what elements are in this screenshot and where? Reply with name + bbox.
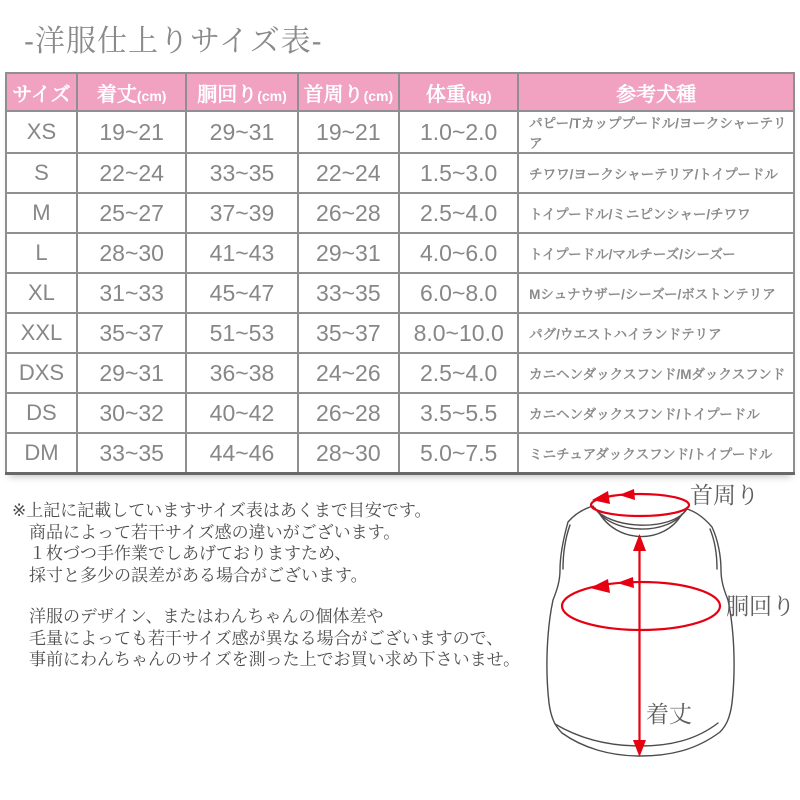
column-header-5: 参考犬種 bbox=[518, 73, 794, 111]
neck-cell: 26~28 bbox=[298, 393, 400, 433]
breeds-cell: カニヘンダックスフンド/Mダックスフンド bbox=[518, 353, 794, 393]
weight-cell: 3.5~5.5 bbox=[399, 393, 518, 433]
length-cell: 35~37 bbox=[77, 313, 187, 353]
breeds-cell: ミニチュアダックスフンド/トイプードル bbox=[518, 433, 794, 474]
neck-cell: 35~37 bbox=[298, 313, 400, 353]
length-cell: 33~35 bbox=[77, 433, 187, 474]
size-chart-table bbox=[5, 72, 795, 475]
size-cell: XS bbox=[6, 111, 77, 153]
breeds-cell: パピー/Tカッププードル/ヨークシャーテリア bbox=[518, 111, 794, 153]
length-cell: 31~33 bbox=[77, 273, 187, 313]
table-row bbox=[6, 393, 794, 433]
girth-cell: 29~31 bbox=[186, 111, 297, 153]
table-row bbox=[6, 233, 794, 273]
weight-cell: 1.5~3.0 bbox=[399, 153, 518, 193]
breeds-cell: カニヘンダックスフンド/トイプードル bbox=[518, 393, 794, 433]
column-header-unit: (kg) bbox=[465, 87, 492, 104]
column-header-4: 体重(kg) bbox=[399, 73, 518, 111]
column-header-2: 胴回り(cm) bbox=[186, 73, 297, 111]
size-cell: M bbox=[6, 193, 77, 233]
size-cell: XL bbox=[6, 273, 77, 313]
size-cell: XXL bbox=[6, 313, 77, 353]
column-header-1: 着丈(cm) bbox=[77, 73, 187, 111]
neck-cell: 19~21 bbox=[298, 111, 400, 153]
neck-cell: 28~30 bbox=[298, 433, 400, 474]
breeds-cell: Mシュナウザー/シーズー/ボストンテリア bbox=[518, 273, 794, 313]
girth-cell: 51~53 bbox=[186, 313, 297, 353]
weight-cell: 2.5~4.0 bbox=[399, 353, 518, 393]
column-header-0: サイズ bbox=[6, 73, 77, 111]
breeds-cell: パグ/ウエストハイランドテリア bbox=[518, 313, 794, 353]
girth-cell: 44~46 bbox=[186, 433, 297, 474]
girth-cell: 36~38 bbox=[186, 353, 297, 393]
neck-cell: 26~28 bbox=[298, 193, 400, 233]
table-row bbox=[6, 353, 794, 393]
note-line: １枚づつ手作業でしあげておりますため、 bbox=[29, 544, 352, 563]
length-label: 着丈 bbox=[646, 701, 692, 727]
table-row bbox=[6, 193, 794, 233]
column-header-unit: (cm) bbox=[363, 87, 394, 104]
column-header-unit: (cm) bbox=[257, 87, 287, 104]
neck-cell: 33~35 bbox=[298, 273, 400, 313]
weight-cell: 8.0~10.0 bbox=[399, 313, 518, 353]
note-line: 採寸と多少の誤差がある場合がございます。 bbox=[29, 565, 368, 585]
weight-cell: 4.0~6.0 bbox=[399, 233, 518, 273]
measurement-marks bbox=[562, 494, 720, 747]
weight-cell: 6.0~8.0 bbox=[399, 273, 518, 313]
neck-cell: 29~31 bbox=[298, 233, 400, 273]
page-title: -洋服仕上りサイズ表- bbox=[24, 25, 323, 58]
note-line: 洋服のデザイン、またはわんちゃんの個体差や bbox=[29, 607, 384, 626]
size-notes bbox=[12, 500, 532, 691]
length-cell: 29~31 bbox=[77, 353, 187, 393]
measurement-diagram bbox=[520, 478, 800, 800]
length-cell: 25~27 bbox=[77, 193, 187, 233]
neck-cell: 24~26 bbox=[298, 353, 400, 393]
note-line: 商品によって若干サイズ感の違いがございます。 bbox=[29, 522, 401, 542]
breeds-cell: トイプードル/ミニピンシャー/チワワ bbox=[518, 193, 794, 233]
girth-label: 胴回り bbox=[726, 593, 795, 619]
girth-cell: 37~39 bbox=[186, 193, 297, 233]
table-row bbox=[6, 313, 794, 353]
notes-paragraph-2 bbox=[12, 606, 532, 671]
breeds-cell: チワワ/ヨークシャーテリア/トイプードル bbox=[518, 153, 794, 193]
length-cell: 22~24 bbox=[77, 153, 187, 193]
girth-cell: 33~35 bbox=[186, 153, 297, 193]
table-row bbox=[6, 111, 794, 153]
weight-cell: 5.0~7.5 bbox=[399, 433, 518, 474]
breeds-cell: トイプードル/マルチーズ/シーズー bbox=[518, 233, 794, 273]
size-chart-header bbox=[6, 73, 794, 111]
column-header-unit: (cm) bbox=[136, 87, 167, 104]
note-line: ※上記に記載していますサイズ表はあくまで目安です。 bbox=[12, 501, 432, 520]
length-cell: 30~32 bbox=[77, 393, 187, 433]
size-cell: S bbox=[6, 153, 77, 193]
table-row bbox=[6, 273, 794, 313]
size-cell: DS bbox=[6, 393, 77, 433]
neck-label: 首周り bbox=[690, 482, 759, 508]
neck-cell: 22~24 bbox=[298, 153, 400, 193]
note-line: 毛量によっても若干サイズ感が異なる場合がございますので、 bbox=[29, 628, 504, 648]
girth-cell: 40~42 bbox=[186, 393, 297, 433]
weight-cell: 2.5~4.0 bbox=[399, 193, 518, 233]
size-cell: L bbox=[6, 233, 77, 273]
notes-paragraph-1 bbox=[12, 500, 532, 586]
weight-cell: 1.0~2.0 bbox=[399, 111, 518, 153]
girth-cell: 41~43 bbox=[186, 233, 297, 273]
note-line: 事前にわんちゃんのサイズを測った上でお買い求め下さいませ。 bbox=[29, 650, 521, 669]
girth-measure-ellipse bbox=[562, 582, 720, 630]
girth-cell: 45~47 bbox=[186, 273, 297, 313]
table-row bbox=[6, 153, 794, 193]
column-header-3: 首周り(cm) bbox=[298, 73, 400, 111]
length-cell: 19~21 bbox=[77, 111, 187, 153]
length-cell: 28~30 bbox=[77, 233, 187, 273]
size-cell: DXS bbox=[6, 353, 77, 393]
size-cell: DM bbox=[6, 433, 77, 474]
table-row bbox=[6, 433, 794, 474]
